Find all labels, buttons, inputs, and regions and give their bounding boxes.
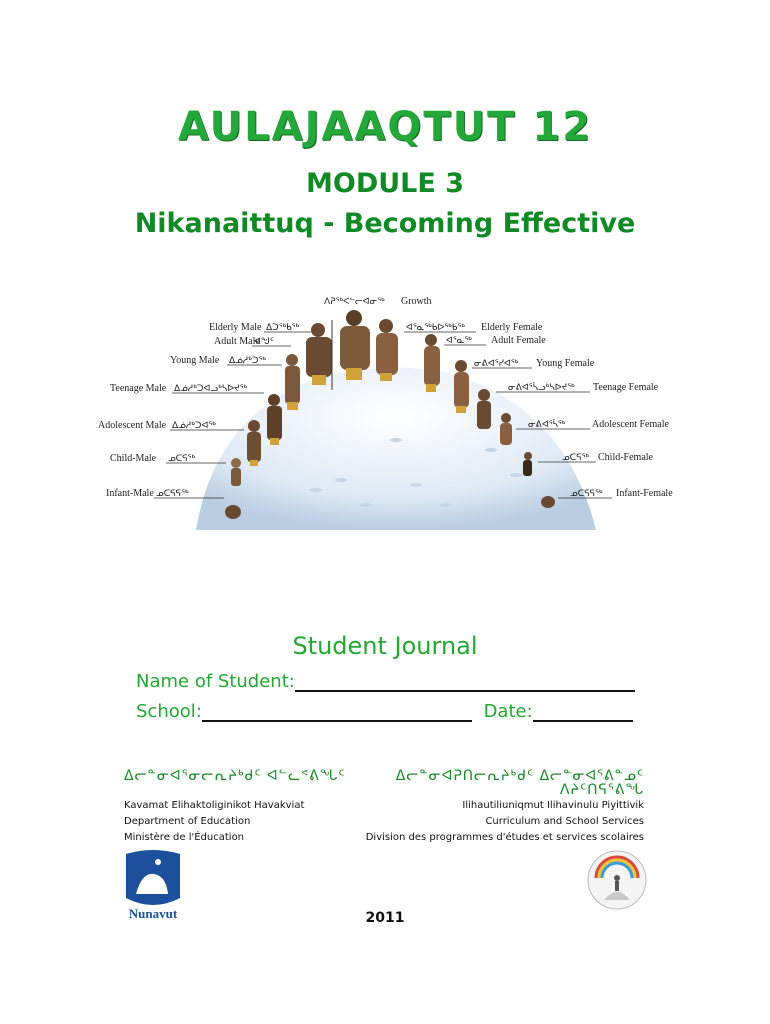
journal-title: Student Journal xyxy=(292,632,478,660)
nunavut-logo-text: Nunavut xyxy=(128,906,178,921)
student-name-row xyxy=(136,670,635,692)
figure-elderly-male xyxy=(340,310,370,380)
figure-infant-male xyxy=(225,505,241,519)
svg-text:ᐊᖑᑦ: ᐊᖑᑦ xyxy=(254,337,274,347)
left-dept-line: Kavamat Elihaktoliginikot Havakviat xyxy=(124,800,305,811)
svg-text:ᓂᕕᐊᕐᓵᓗᒃᓴᐅᔪᖅ: ᓂᕕᐊᕐᓵᓗᒃᓴᐅᔪᖅ xyxy=(508,383,575,393)
label-young-female: Young Female xyxy=(536,358,595,369)
label-infant-male: Infant-Male xyxy=(106,488,154,499)
left-dept-line: Ministère de l'Éducation xyxy=(124,832,245,843)
figure-teenage-female xyxy=(477,389,491,429)
label-teenage-male: Teenage Male xyxy=(110,383,167,394)
svg-text:ᓄᑕᕋᖅ: ᓄᑕᕋᖅ xyxy=(562,453,590,463)
figure-young-male xyxy=(285,354,300,410)
label-teenage-female: Teenage Female xyxy=(593,382,659,393)
svg-text:ᐃᑐᖅᑲᖅ: ᐃᑐᖅᑲᖅ xyxy=(266,323,300,333)
figure-child-male xyxy=(231,458,241,486)
svg-text:ᓄᑕᕋᕋᖅ: ᓄᑕᕋᕋᖅ xyxy=(570,489,603,499)
right-dept-syllabic-2: ᐱᔨᑦᑎᕋᕐᕕᖓ xyxy=(559,782,644,798)
right-dept-line: Curriculum and School Services xyxy=(485,816,644,827)
student-name-field[interactable] xyxy=(295,670,635,692)
svg-text:ᓄᑕᕋᖅ: ᓄᑕᕋᖅ xyxy=(168,454,196,464)
label-young-male: Young Male xyxy=(170,355,220,366)
school-field[interactable] xyxy=(202,700,472,722)
label-adult-female: Adult Female xyxy=(491,335,546,346)
curriculum-logo-icon xyxy=(586,848,648,912)
figure-adolescent-male xyxy=(247,420,261,466)
right-dept-line: Division des programmes d'études et services scolaires xyxy=(365,832,644,843)
module-heading: MODULE 3 xyxy=(306,168,464,199)
figure-adolescent-female xyxy=(500,413,512,445)
figure-infant-female xyxy=(541,496,555,508)
growth-illustration-svg xyxy=(96,290,686,560)
label-child-male: Child-Male xyxy=(110,453,157,464)
figure-adult-female xyxy=(424,334,440,392)
module-subtitle: Nikanaittuq - Becoming Effective xyxy=(134,208,636,239)
label-child-female: Child-Female xyxy=(598,452,653,463)
document-title: AULAJAAQTUT 12 xyxy=(177,104,593,150)
label-adolescent-female: Adolescent Female xyxy=(592,419,669,430)
svg-text:ᐃᓅᓱᒃᑐᐊᖅ: ᐃᓅᓱᒃᑐᐊᖅ xyxy=(172,421,216,431)
svg-text:ᓄᑕᕋᕋᖅ: ᓄᑕᕋᕋᖅ xyxy=(156,489,189,499)
svg-text:ᓂᕕᐊᕐᓯᐊᖅ: ᓂᕕᐊᕐᓯᐊᖅ xyxy=(474,359,519,369)
left-dept-syllabic: ᐃᓕᓐᓂᐊᕐᓂᓕᕆᔨᒃᑯᑦ ᐊᓪᓚᕝᕕᖓᑦ xyxy=(124,768,346,784)
svg-text:ᐊᕐᓇᖅ: ᐊᕐᓇᖅ xyxy=(446,336,472,346)
school-label: School: xyxy=(136,701,202,722)
right-dept-line: Ilihautiliuniqmut Ilihavinulu Piyittivik xyxy=(462,800,644,811)
label-elderly-female-syllabic: ᐊᕐᓇᖅᑲᐅᖅᑲᖅ xyxy=(406,323,465,333)
label-elderly-male: Elderly Male xyxy=(209,322,262,333)
svg-text:ᐃᓅᓱᒃᑐᖅ: ᐃᓅᓱᒃᑐᖅ xyxy=(229,356,266,366)
left-dept-line: Department of Education xyxy=(124,816,251,827)
growth-illustration xyxy=(96,290,686,560)
date-field[interactable] xyxy=(533,700,633,722)
growth-label-syllabic: ᐱᕈᖅᐸᓪᓕᐊᓂᖅ xyxy=(324,297,385,307)
publication-year: 2011 xyxy=(365,910,405,926)
label-adult-male: Adult Male xyxy=(214,336,260,347)
nunavut-logo-syllabic: ᓄᓇᕗᑦ xyxy=(142,894,164,902)
figure-teenage-male xyxy=(267,394,282,445)
figure-young-female xyxy=(454,360,469,413)
label-elderly-female: Elderly Female xyxy=(481,322,543,333)
label-infant-female: Infant-Female xyxy=(616,488,673,499)
school-row xyxy=(136,700,633,722)
student-name-label: Name of Student: xyxy=(136,671,295,692)
svg-text:ᓂᕕᐊᕐᓵᖅ: ᓂᕕᐊᕐᓵᖅ xyxy=(528,420,566,430)
right-dept-syllabic-1: ᐃᓕᓐᓂᐊᕈᑎᓕᕆᔨᒃᑯᑦ ᐃᓕᓐᓂᐊᕐᕕᓐᓄᑦ xyxy=(395,768,644,784)
svg-text:ᐃᓅᓱᒃᑐᐊᓗᒃᓴᐅᔪᖅ: ᐃᓅᓱᒃᑐᐊᓗᒃᓴᐅᔪᖅ xyxy=(174,384,248,394)
left-dept-block xyxy=(124,798,304,846)
right-dept-block xyxy=(366,798,644,846)
curriculum-logo xyxy=(586,848,648,912)
figure-child-female xyxy=(523,452,532,476)
label-adolescent-male: Adolescent Male xyxy=(98,420,167,431)
date-label: Date: xyxy=(483,701,533,722)
figure-elderly-female xyxy=(376,319,398,381)
growth-label: Growth xyxy=(401,296,432,307)
